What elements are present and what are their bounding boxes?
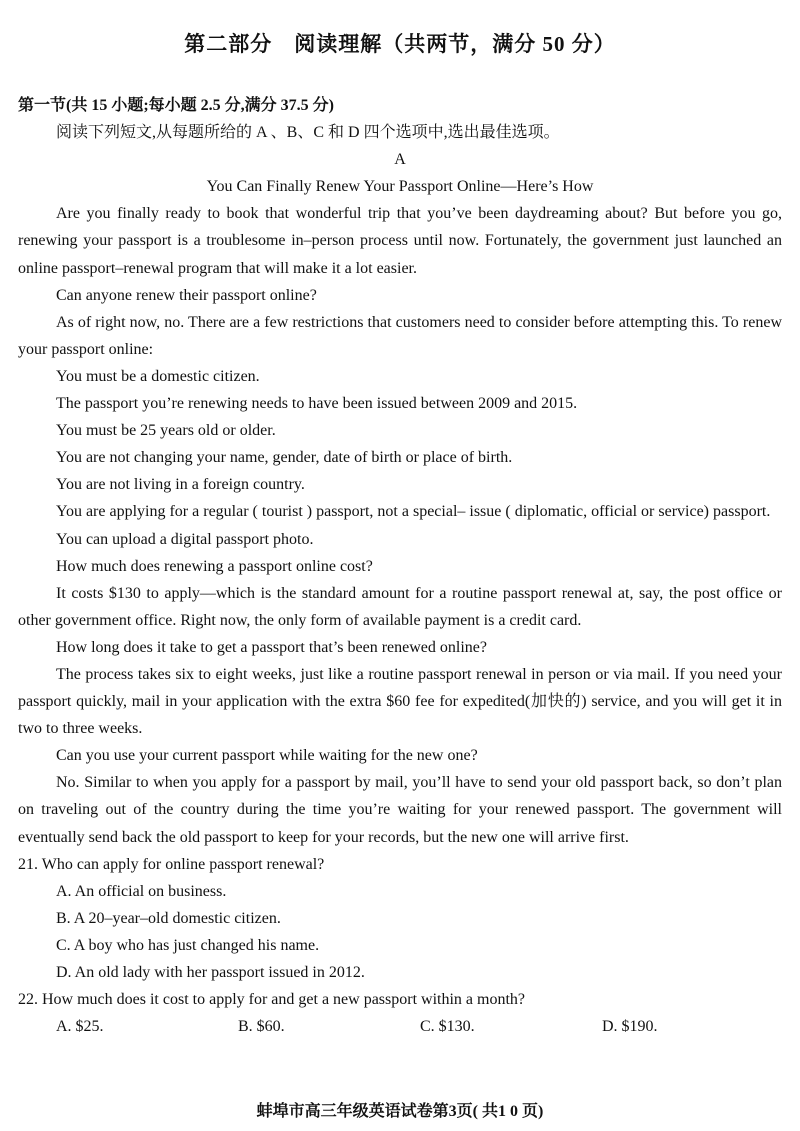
subheading-question: Can you use your current passport while waiting for the new one?	[56, 747, 478, 765]
question-22-option-c: C. $130.	[420, 1018, 475, 1036]
paragraph: No. Similar to when you apply for a passport by mail, you’ll have to send your old passport back, so don’t plan on traveling out of the country during the time you’re waiting for your renewed passport. The government will eventually send back the old passport to keep for your records, but the new one will arrive first.	[18, 774, 782, 846]
paragraph: Are you finally ready to book that wonderful trip that you’ve been daydreaming about? But before you go, renewing your passport is a troublesome in–person process until now. Fortunately, the government just launched an online passport–renewal program that will make it a lot easier.	[18, 205, 782, 277]
question-21-option-d: D. An old lady with her passport issued in 2012.	[56, 964, 365, 981]
requirement-item: You are not living in a foreign country.	[56, 476, 305, 494]
instruction: 阅读下列短文,从每题所给的 A 、B、C 和 D 四个选项中,选出最佳选项。	[56, 124, 560, 142]
paragraph: The process takes six to eight weeks, just like a routine passport renewal in person or via mail. If you need your passport quickly, mail in your application with the extra $60 fee for expedited(加快的) service, and you will get it in two to three weeks.	[18, 665, 782, 738]
page-footer: 蚌埠市高三年级英语试卷第3页( 共1 0 页)	[256, 1103, 544, 1120]
question-22-options	[18, 1013, 782, 1040]
subheading-question: How much does renewing a passport online cost?	[56, 557, 373, 575]
subheading-question: How long does it take to get a passport that’s been renewed online?	[56, 638, 487, 656]
paragraph: It costs $130 to apply—which is the standard amount for a routine passport renewal at, say, the post office or other government office. Right now, the only form of available payment is a credit card.	[18, 584, 782, 629]
requirement-item: You are applying for a regular ( tourist ) passport, not a special– issue ( diplomatic, official or service) passport.	[56, 503, 771, 521]
section-heading: 第一节(共 15 小题;每小题 2.5 分,满分 37.5 分)	[18, 97, 334, 114]
requirement-item: You must be 25 years old or older.	[56, 422, 276, 440]
requirement-item: The passport you’re renewing needs to have been issued between 2009 and 2015.	[56, 395, 578, 413]
subheading-question: Can anyone renew their passport online?	[56, 286, 317, 304]
question-21-option-b: B. A 20–year–old domestic citizen.	[56, 909, 281, 927]
requirement-item: You are not changing your name, gender, date of birth or place of birth.	[56, 449, 513, 467]
question-21-option-c: C. A boy who has just changed his name.	[56, 936, 320, 954]
question-22-option-d: D. $190.	[602, 1018, 658, 1036]
question-22-option-a: A. $25.	[56, 1018, 104, 1036]
passage-letter: A	[394, 151, 406, 169]
requirement-item: You must be a domestic citizen.	[56, 367, 260, 385]
question-22-option-b: B. $60.	[238, 1018, 285, 1036]
page-body	[18, 92, 782, 1040]
requirement-item: You can upload a digital passport photo.	[56, 530, 314, 548]
passage-title: You Can Finally Renew Your Passport Online—Here’s How	[206, 178, 594, 196]
section-title: 第二部分 阅读理解（共两节，满分 50 分）	[184, 32, 616, 56]
question-21-stem: 21. Who can apply for online passport renewal?	[18, 855, 325, 873]
question-21-option-a: A. An official on business.	[56, 882, 227, 900]
paragraph: As of right now, no. There are a few restrictions that customers need to consider before attempting this. To renew your passport online:	[18, 313, 782, 358]
question-22-stem: 22. How much does it cost to apply for and get a new passport within a month?	[18, 991, 526, 1009]
